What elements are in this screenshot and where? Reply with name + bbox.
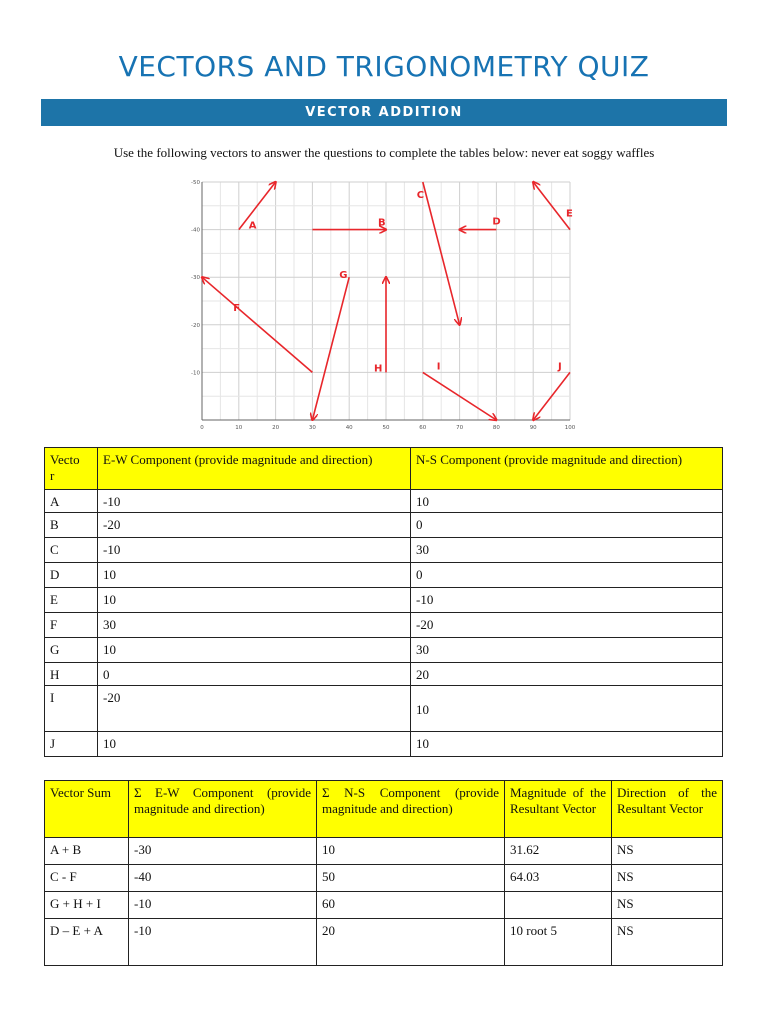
header-vector-text: Vecto r	[50, 452, 80, 483]
header-sum-ns: Σ N-S Component (provide magnitude and direction)	[317, 781, 505, 838]
sum-ns-cell: 20	[317, 919, 505, 966]
y-tick-label: -30	[191, 275, 200, 282]
ew-cell: -20	[98, 513, 411, 538]
sum-ns-cell: 60	[317, 892, 505, 919]
ns-cell: -20	[411, 613, 723, 638]
vector-j-label: J	[558, 361, 562, 373]
vector-cell: C	[45, 538, 98, 563]
header-direction: Direction of the Resultant Vector	[612, 781, 723, 838]
ew-cell: -10	[98, 490, 411, 513]
page-title: VECTORS AND TRIGONOMETRY QUIZ	[118, 50, 650, 83]
sum-row	[45, 919, 723, 966]
sum-row	[45, 838, 723, 865]
header-ew: E-W Component (provide magnitude and direction)	[98, 448, 411, 490]
x-tick-label: 50	[382, 425, 390, 431]
components-row	[45, 663, 723, 686]
x-tick-label: 40	[345, 425, 353, 431]
x-tick-label: 20	[272, 425, 280, 431]
x-tick-label: 70	[456, 425, 464, 431]
y-tick-label: -10	[191, 370, 200, 377]
section-banner: VECTOR ADDITION	[41, 99, 727, 126]
ns-cell: 30	[411, 638, 723, 663]
header-magnitude: Magnitude of the Resultant Vector	[505, 781, 612, 838]
vector-cell: A	[45, 490, 98, 513]
components-table	[44, 447, 723, 757]
vector-cell: D	[45, 563, 98, 588]
vector-e-label: E	[566, 208, 573, 220]
x-tick-label: 0	[200, 425, 204, 431]
direction-cell: NS	[612, 865, 723, 892]
direction-cell: NS	[612, 919, 723, 966]
components-header-row	[45, 448, 723, 490]
vector-h-label: H	[374, 363, 383, 375]
vector-b-label: B	[378, 217, 386, 229]
ns-cell: 0	[411, 513, 723, 538]
header-vector-sum: Vector Sum	[45, 781, 129, 838]
direction-cell: NS	[612, 838, 723, 865]
sum-ew-cell: -10	[129, 919, 317, 966]
sum-label-cell: C - F	[45, 865, 129, 892]
sum-header-row	[45, 781, 723, 838]
components-row	[45, 638, 723, 663]
header-vector	[45, 448, 98, 490]
sum-ns-cell: 50	[317, 865, 505, 892]
vector-cell: I	[45, 686, 98, 732]
sum-label-cell: D – E + A	[45, 919, 129, 966]
sum-ew-cell: -40	[129, 865, 317, 892]
vector-g-label: G	[339, 270, 348, 282]
components-row	[45, 732, 723, 757]
components-row	[45, 513, 723, 538]
vector-cell: E	[45, 588, 98, 613]
ew-cell: 0	[98, 663, 411, 686]
components-row	[45, 686, 723, 732]
x-tick-label: 10	[235, 425, 243, 431]
y-tick-label: -40	[191, 227, 200, 234]
sum-row	[45, 865, 723, 892]
header-ns: N-S Component (provide magnitude and direction)	[411, 448, 723, 490]
components-row	[45, 563, 723, 588]
y-tick-label: -50	[191, 180, 200, 186]
ns-cell: 10	[411, 490, 723, 513]
components-row	[45, 538, 723, 563]
vector-c-label: C	[416, 190, 425, 201]
components-row	[45, 588, 723, 613]
vector-graph	[190, 172, 580, 434]
x-tick-label: 100	[564, 425, 576, 431]
ew-cell: -20	[98, 686, 411, 732]
ew-cell: 10	[98, 588, 411, 613]
magnitude-cell: 10 root 5	[505, 919, 612, 966]
sum-ew-cell: -10	[129, 892, 317, 919]
ns-cell: -10	[411, 588, 723, 613]
ew-cell: -10	[98, 538, 411, 563]
vector-f-label: F	[233, 302, 241, 314]
sum-ns-cell: 10	[317, 838, 505, 865]
sum-label-cell: G + H + I	[45, 892, 129, 919]
magnitude-cell: 64.03	[505, 865, 612, 892]
x-tick-label: 90	[529, 425, 537, 431]
sum-ew-cell: -30	[129, 838, 317, 865]
ns-cell: 0	[411, 563, 723, 588]
ew-cell: 30	[98, 613, 411, 638]
ew-cell: 10	[98, 732, 411, 757]
ew-cell: 10	[98, 638, 411, 663]
components-row	[45, 613, 723, 638]
direction-cell: NS	[612, 892, 723, 919]
y-tick-label: -20	[191, 322, 200, 329]
sum-row	[45, 892, 723, 919]
vector-cell: F	[45, 613, 98, 638]
vector-cell: G	[45, 638, 98, 663]
vector-a-label: A	[248, 220, 257, 232]
ns-cell: 30	[411, 538, 723, 563]
vector-i-label: I	[436, 361, 441, 373]
vector-cell: B	[45, 513, 98, 538]
sum-label-cell: A + B	[45, 838, 129, 865]
instructions-text: Use the following vectors to answer the questions to complete the tables below: never eat soggy waffles	[113, 145, 655, 160]
components-row	[45, 490, 723, 513]
ew-cell: 10	[98, 563, 411, 588]
ns-cell: 10	[411, 732, 723, 757]
header-sum-ew: Σ E-W Component (provide magnitude and direction)	[129, 781, 317, 838]
vector-d-label: D	[492, 216, 501, 228]
vector-cell: J	[45, 732, 98, 757]
x-tick-label: 80	[492, 425, 500, 431]
x-tick-label: 60	[419, 425, 427, 431]
magnitude-cell: 31.62	[505, 838, 612, 865]
vector-cell: H	[45, 663, 98, 686]
vector-sum-table	[44, 780, 723, 966]
x-tick-label: 30	[308, 425, 316, 431]
magnitude-cell	[505, 892, 612, 919]
ns-cell: 20	[411, 663, 723, 686]
ns-cell: 10	[411, 686, 723, 732]
